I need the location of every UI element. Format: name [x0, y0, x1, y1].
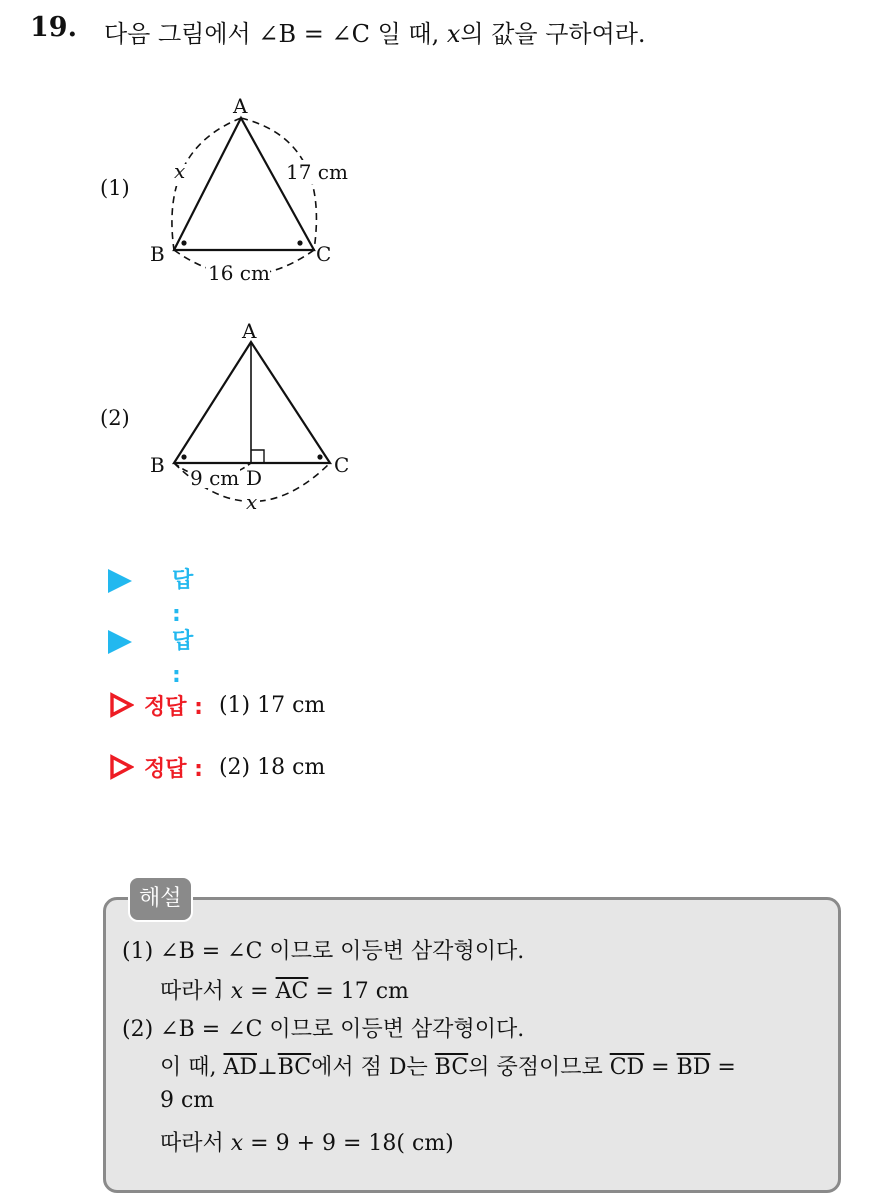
right-angle-mark — [251, 450, 264, 463]
segment-bc: $\overline{BC}$ — [434, 1055, 469, 1080]
triangle-figures — [0, 0, 884, 540]
side-ac-label-1: 17 cm — [286, 160, 348, 184]
correct-answer-2 — [108, 750, 325, 784]
text-fragment: = — [644, 1055, 677, 1080]
vertex-b-1: B — [150, 242, 165, 266]
explanation-line-2 — [160, 974, 409, 1005]
variable-x: x — [230, 979, 244, 1004]
vertex-c-2: C — [334, 453, 350, 477]
figure-2-label: (2) — [100, 406, 130, 430]
play-icon — [108, 569, 132, 593]
vertex-a-1: A — [233, 94, 248, 118]
text-fragment: 따라서 — [160, 1131, 231, 1156]
figure-2-triangle — [150, 319, 349, 514]
explanation-tag: 해설 — [128, 876, 193, 922]
triangle-abc-2 — [174, 342, 330, 463]
question-text-post: 의 값을 구하여라. — [460, 20, 646, 48]
answer-label: 답 : — [172, 568, 194, 627]
side-ab-label-1: x — [174, 159, 186, 183]
correct-answer-1 — [108, 688, 325, 722]
segment-cd: $\overline{CD}$ — [609, 1055, 645, 1080]
question-text-pre: 다음 그림에서 ∠B = ∠C 일 때, — [104, 20, 447, 48]
vertex-b-2: B — [150, 453, 165, 477]
segment-ad: $\overline{AD}$ — [223, 1055, 258, 1080]
outline-triangle-icon — [108, 754, 134, 780]
angle-mark-b-2 — [181, 454, 186, 459]
segment-ac: $\overline{AC}$ — [275, 979, 309, 1004]
text-fragment: = 17 cm — [308, 979, 409, 1004]
text-fragment: 에서 점 D는 — [311, 1055, 435, 1080]
angle-mark-c-2 — [317, 454, 322, 459]
text-fragment: = 9 + 9 = 18( cm) — [243, 1131, 454, 1156]
play-icon — [108, 630, 132, 654]
correct-answer-value-2: (2) 18 cm — [218, 754, 326, 780]
text-fragment: = — [243, 979, 276, 1004]
explanation-line-6 — [160, 1126, 454, 1157]
text-fragment: 따라서 — [160, 979, 231, 1004]
correct-answer-label: 정답 : — [144, 694, 203, 720]
answer-blank-1[interactable] — [108, 564, 194, 627]
explanation-line-3: (2) ∠B = ∠C 이므로 이등변 삼각형이다. — [122, 1017, 525, 1042]
vertex-a-2: A — [242, 319, 257, 343]
segment-bc-label: x — [246, 490, 258, 514]
angle-mark-b-1 — [181, 240, 186, 245]
perpendicular-symbol: ⊥ — [257, 1055, 278, 1080]
figure-1-triangle — [150, 94, 348, 286]
explanation-line-4 — [160, 1050, 736, 1081]
explanation-line-1: (1) ∠B = ∠C 이므로 이등변 삼각형이다. — [122, 939, 525, 964]
outline-triangle-icon — [108, 692, 134, 718]
segment-bd: $\overline{BD}$ — [676, 1055, 711, 1080]
segment-bd-label: 9 cm — [190, 466, 240, 490]
vertex-c-1: C — [316, 242, 332, 266]
text-fragment: 이 때, — [160, 1055, 224, 1080]
text-fragment: = — [710, 1055, 736, 1080]
answer-label: 답 : — [172, 629, 194, 688]
figure-1-label: (1) — [100, 176, 130, 200]
explanation-line-5: 9 cm — [160, 1088, 215, 1113]
answer-blank-2[interactable] — [108, 625, 194, 688]
variable-x: x — [230, 1131, 244, 1156]
question-number: 19. — [30, 12, 77, 43]
side-bc-label-1: 16 cm — [208, 261, 270, 285]
text-fragment: 의 중점이므로 — [468, 1055, 610, 1080]
correct-answer-label: 정답 : — [144, 756, 203, 782]
segment-bc: $\overline{BC}$ — [277, 1055, 312, 1080]
vertex-d-2: D — [246, 466, 263, 490]
correct-answer-value-1: (1) 17 cm — [218, 692, 326, 718]
angle-mark-c-1 — [297, 240, 302, 245]
question-variable-x: x — [446, 20, 461, 48]
